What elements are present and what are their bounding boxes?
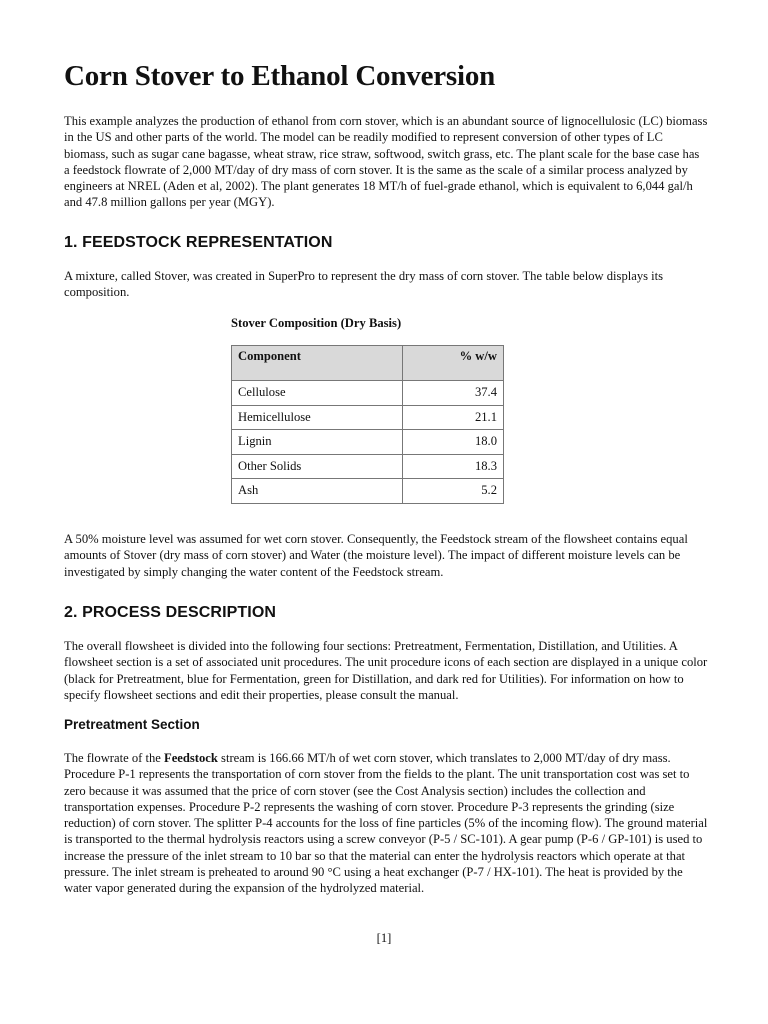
cell-percent: 18.0	[403, 430, 504, 455]
cell-component: Other Solids	[232, 454, 403, 479]
cell-component: Ash	[232, 479, 403, 504]
header-percent: % w/w	[403, 346, 504, 381]
moisture-paragraph: A 50% moisture level was assumed for wet corn stover. Consequently, the Feedstock stream of the flowsheet contains equal amounts of Stover (dry mass of corn stover) and Water (the moisture level). The impact of different moisture levels can be investigated by simply changing the water content of the Feedstock stream.	[64, 532, 688, 579]
feedstock-paragraph: A mixture, called Stover, was created in SuperPro to represent the dry mass of corn stover. The table below displays its composition.	[64, 269, 664, 300]
subheading-pretreatment: Pretreatment Section	[64, 717, 200, 732]
header-component: Component	[232, 346, 403, 381]
cell-component: Lignin	[232, 430, 403, 455]
table-row	[232, 454, 504, 479]
table-header-row	[232, 346, 504, 381]
section-heading-process: 2. PROCESS DESCRIPTION	[64, 604, 277, 621]
composition-table	[231, 345, 504, 504]
cell-percent: 37.4	[403, 381, 504, 406]
intro-paragraph: This example analyzes the production of ethanol from corn stover, which is an abundant source of lignocellulosic (LC) biomass in the US and other parts of the world. The model can be readily modified to represent conversion of other types of LC biomass, such as sugar cane bagasse, wheat straw, rice straw, softwood, switch grass, etc. The plant scale for the base case has a feedstock flowrate of 2,000 MT/day of dry mass of corn stover. It is the same as the scale of a similar process analyzed by engineers at NREL (Aden et al, 2002). The plant generates 18 MT/h of fuel-grade ethanol, which is equivalent to 6,044 gal/h and 47.8 million gallons per year (MGY).	[64, 114, 708, 210]
table-row	[232, 430, 504, 455]
pretreatment-text-start: The flowrate of the	[64, 751, 165, 765]
cell-percent: 18.3	[403, 454, 504, 479]
pretreatment-text-rest: stream is 166.66 MT/h of wet corn stover, which translates to 2,000 MT/day of dry mass. Procedure P-1 represents the transportation of corn stover from the fields to the plant. The unit transportation cost was set to zero because it was assumed that the price of corn stover (see the Cost Analysis section) includes the collection and transportation expenses. Procedure P-2 represents the washing of corn stover. Procedure P-3 represents the grinding (size reduction) of corn stover. The splitter P-4 accounts for the loss of fine particles (5% of the incoming flow). The ground material is transported to the thermal hydrolysis reactors using a screw conveyor (P-5 / SC-101). A gear pump (P-6 / GP-101) is used to increase the pressure of the inlet stream to 10 bar so that the material can enter the hydrolysis reactors which operate at that pressure. The inlet stream is preheated to around 90 °C using a heat exchanger (P-7 / HX-101). The heat is provided by the water vapor generated during the expansion of the hydrolyzed material.	[64, 751, 708, 896]
table-row	[232, 405, 504, 430]
page-title: Corn Stover to Ethanol Conversion	[64, 60, 496, 92]
section-heading-feedstock: 1. FEEDSTOCK REPRESENTATION	[64, 234, 333, 251]
feedstock-bold-term: Feedstock	[164, 751, 218, 765]
table-caption: Stover Composition (Dry Basis)	[231, 316, 402, 330]
cell-component: Cellulose	[232, 381, 403, 406]
cell-percent: 5.2	[403, 479, 504, 504]
cell-component: Hemicellulose	[232, 405, 403, 430]
pretreatment-paragraph	[64, 750, 708, 897]
page-number: [1]	[376, 931, 392, 945]
table-row	[232, 479, 504, 504]
cell-percent: 21.1	[403, 405, 504, 430]
process-paragraph: The overall flowsheet is divided into the following four sections: Pretreatment, Fermentation, Distillation, and Utilities. A flowsheet section is a set of associated unit procedures. The unit procedure icons of each section are displayed in a unique color (black for Pretreatment, blue for Fermentation, green for Distillation, and dark red for Utilities). For information on how to specify flowsheet sections and edit their properties, please consult the manual.	[64, 639, 708, 702]
table-row	[232, 381, 504, 406]
